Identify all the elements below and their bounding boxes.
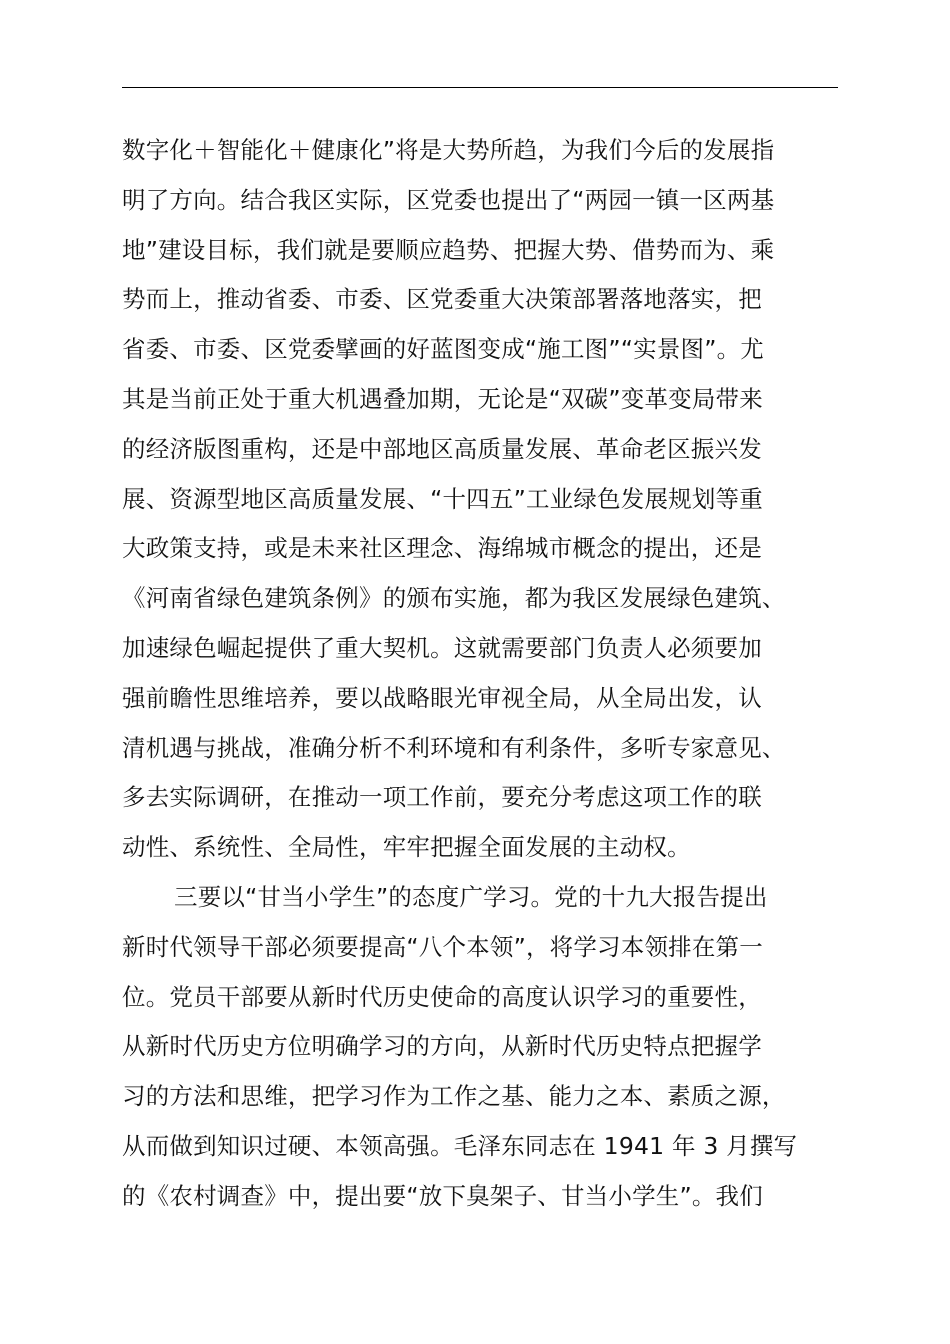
- text-line: 强前瞻性思维培养，要以战略眼光审视全局，从全局出发，认: [122, 683, 762, 712]
- text-line: 动性、系统性、全局性，牢牢把握全面发展的主动权。: [122, 833, 691, 862]
- text-line: 势而上，推动省委、市委、区党委重大决策部署落地落实，把: [122, 285, 762, 314]
- text-line: 其是当前正处于重大机遇叠加期，无论是“双碳”变革变局带来: [122, 384, 763, 413]
- text-line: 从而做到知识过硬、本领高强。毛泽东同志在 1941 年 3 月撰写: [122, 1131, 798, 1160]
- text-line: 加速绿色崛起提供了重大契机。这就需要部门负责人必须要加: [122, 633, 762, 662]
- header-rule: [122, 87, 838, 88]
- text-line: 《河南省绿色建筑条例》的颁布实施，都为我区发展绿色建筑、: [122, 584, 786, 613]
- text-line: 展、资源型地区高质量发展、“十四五”工业绿色发展规划等重: [122, 484, 763, 513]
- text-line: 数字化＋智能化＋健康化”将是大势所趋，为我们今后的发展指: [122, 136, 775, 164]
- text-line: 位。党员干部要从新时代历史使命的高度认识学习的重要性，: [122, 982, 762, 1011]
- text-line: 地”建设目标，我们就是要顺应趋势、把握大势、借势而为、乘: [122, 235, 775, 264]
- text-line: 多去实际调研，在推动一项工作前，要充分考虑这项工作的联: [122, 783, 762, 812]
- text-line: 新时代领导干部必须要提高“八个本领”，将学习本领排在第一: [122, 932, 763, 961]
- text-line: 明了方向。结合我区实际，区党委也提出了“两园一镇一区两基: [122, 185, 775, 214]
- document-body: [122, 126, 862, 1222]
- text-line: 清机遇与挑战，准确分析不利环境和有利条件，多听专家意见、: [122, 733, 786, 762]
- text-line: 大政策支持，或是未来社区理念、海绵城市概念的提出，还是: [122, 534, 762, 563]
- text-line: 习的方法和思维，把学习作为工作之基、能力之本、素质之源，: [122, 1082, 786, 1111]
- text-line: 的经济版图重构，还是中部地区高质量发展、革命老区振兴发: [122, 434, 762, 463]
- text-line: 的《农村调查》中，提出要“放下臭架子、甘当小学生”。我们: [122, 1181, 763, 1210]
- paragraph-start-line: 三要以“甘当小学生”的态度广学习。党的十九大报告提出: [174, 882, 768, 911]
- text-line: 从新时代历史方位明确学习的方向，从新时代历史特点把握学: [122, 1032, 762, 1061]
- text-line: 省委、市委、区党委擘画的好蓝图变成“施工图”“实景图”。尤: [122, 335, 764, 364]
